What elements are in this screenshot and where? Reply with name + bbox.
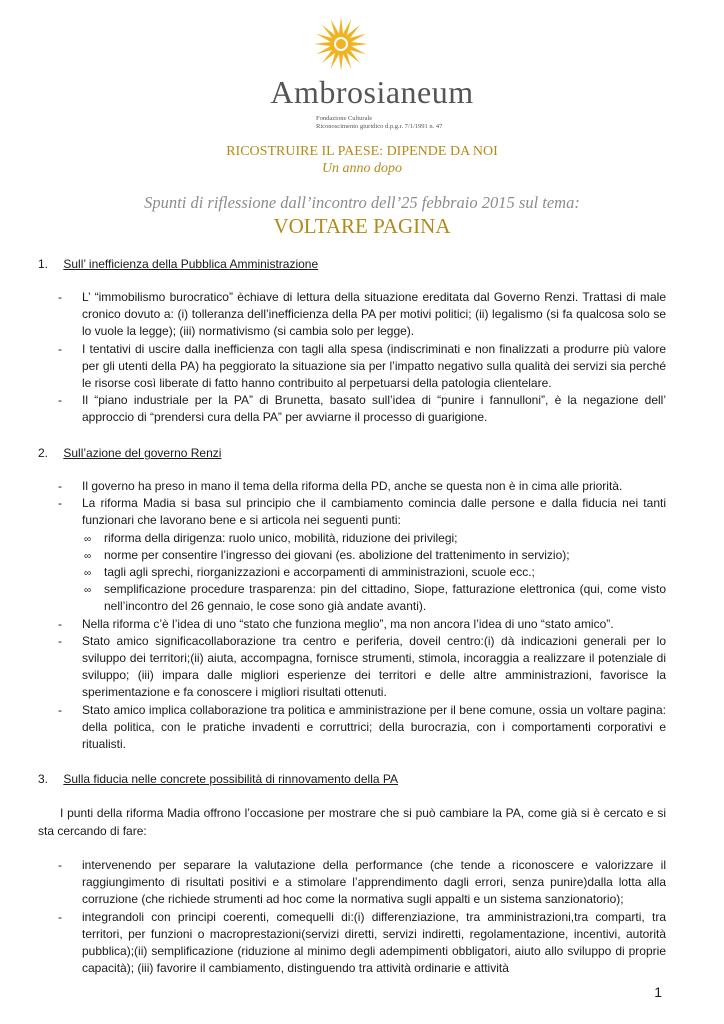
list-item: - integrandoli con principi coerenti, comequelli di:(i) differenziazione, tra amministrazioni,tra comparti, tra territori, per funzioni o macroprestazioni(servizi diretti, servizi indiretti, regolamentazione, incentivi, autorità pubblica);(ii) semplificazione (riduzione al minimo degli adempimenti obbligatori, aiuto allo sviluppo di proprie capacità); (iii) favorire il cambiamento, distinguendo tra attività ordinarie e attività [58, 909, 666, 976]
list-item: - Stato amico implica collaborazione tra politica e amministrazione per il bene comune, ossia un voltare pagina: della politica, con le pratiche invadenti e corruttrici; della burocrazia, con i comportamenti corporativi e ritualisti. [58, 702, 666, 752]
section-heading [38, 772, 398, 786]
section-number: 1. [38, 257, 49, 271]
section-number: 2. [38, 446, 49, 460]
document-subtitle: Un anno dopo [321, 161, 403, 176]
infinity-bullet-icon: ∞ [84, 533, 92, 545]
section-heading [38, 446, 221, 460]
section-heading [38, 257, 318, 271]
infinity-bullet-icon: ∞ [84, 585, 92, 597]
section-title: Sull’azione del governo Renzi [63, 446, 222, 460]
document-title: RICOSTRUIRE IL PAESE: DIPENDE DA NOI [226, 144, 498, 159]
list-item: - Stato amico significacollaborazione tra centro e periferia, doveil centro:(i) dà indicazioni generali per lo sviluppo dei territori;(ii) aiuta, accompagna, fornisce strumenti, stimola, incoraggia a realizzare il potenziale di sviluppo; (iii) impara dalle migliori esperienze dei territori e delle altre amministrazioni, favorisce la sperimentazione e fa conoscere i migliori risultati ottenuti. [58, 633, 666, 700]
logo-subtitle: Fondazione Culturale [316, 115, 373, 122]
list-item: - La riforma Madia si basa sul principio che il cambiamento comincia dalle persone e dalla fiducia nei tanti funzionari che lavorano bene e si articola nei seguenti punti: ∞ riforma della dirigenza: ruolo unico, mobilità, riduzione dei privilegi; ∞ norme per consentire l’ingresso dei giovani (es. abolizione del trattenimento in servizio); ∞ tagli agli sprechi, riorganizzazioni e accorpamenti di amministrazioni, scuole ecc.; ∞ semplificazione procedure trasparenza: pin del cittadino, Siope, fatturazione elettronica (qui, come visto nell’incontro del 26 gennaio, le cose sono già andate avanti). [58, 495, 666, 615]
logo-name: Ambrosianeum [270, 74, 474, 110]
theme-heading: VOLTARE PAGINA [273, 214, 451, 238]
section-number: 3. [38, 772, 49, 786]
document-intro: Spunti di riflessione dall’incontro dell’25 febbraio 2015 sul tema: [144, 193, 580, 212]
sub-list-item: ∞ norme per consentire l’ingresso dei giovani (es. abolizione del trattenimento in servizio); [82, 547, 666, 564]
list-item: - Il “piano industriale per la PA” di Brunetta, basato sull’idea di “punire i fannulloni”, è la negazione dell’ approccio di “prendersi cura della PA” per avviarne il processo di guarigione. [58, 393, 666, 425]
sub-list-item: ∞ riforma della dirigenza: ruolo unico, mobilità, riduzione dei privilegi; [82, 530, 666, 547]
list-item: - Il governo ha preso in mano il tema della riforma della PD, anche se questa non è in cima alle priorità. [58, 479, 623, 493]
page-number: 1 [654, 984, 662, 1000]
sun-icon [313, 16, 369, 72]
list-item: - L’ “immobilismo burocratico” èchiave di lettura della situazione ereditata dal Governo Renzi. Trattasi di male cronico dovuto a: (i) tolleranza dell’inefficienza della PA per motivi politici; (ii) legalismo (si fa qualcosa solo se lo vuole la legge); (iii) normativismo (si cambia solo per legge). [58, 290, 666, 339]
paragraph: I punti della riforma Madia offrono l’occasione per mostrare che si può cambiare la PA, come già si è cercato e si sta cercando di fare: [38, 806, 666, 838]
sub-list-item: ∞ tagli agli sprechi, riorganizzazioni e accorpamenti di amministrazioni, scuole ecc.; [82, 564, 666, 581]
bullet-list [58, 289, 666, 427]
list-item: - I tentativi di uscire dalla inefficienza con tagli alla spesa (indiscriminati e non finalizzati a produrre più valore per gli utenti della PA) ha peggiorato la situazione sia per l’impatto negativo sulla qualità dei servizi sia perché le risorse così liberate di fatto hanno contribuito al perpetuarsi della patologia clientelare. [58, 341, 666, 391]
section-title: Sulla fiducia nelle concrete possibilità di rinnovamento della PA [63, 772, 398, 786]
bullet-list [58, 857, 666, 977]
logo-legal-note: Riconoscimento giuridico d.p.g.r. 7/1/1991 n. 47 [316, 123, 443, 130]
list-item: - intervenendo per separare la valutazione della performance (che tende a riconoscere e valorizzare il raggiungimento di risultati positivi e a stimolare l’apprendimento dagli errori, senza punire)dalla lotta alla corruzione (che richiede strumenti ad hoc come la normativa sugli appalti e un sistema sanzionatorio); [58, 858, 666, 907]
foundation-logo [0, 8, 724, 133]
bullet-list [58, 478, 666, 753]
section-title: Sull’ inefficienza della Pubblica Amministrazione [63, 257, 319, 271]
list-item: - Nella riforma c’è l’idea di uno “stato che funziona meglio”, ma non ancora l’idea di uno “stato amico”. [58, 616, 614, 631]
infinity-bullet-icon: ∞ [84, 568, 92, 580]
sub-list-item: ∞ semplificazione procedure trasparenza: pin del cittadino, Siope, fatturazione elettronica (qui, come visto nell’incontro del 26 gennaio, le cose sono già andate avanti). [84, 582, 666, 614]
sub-list [82, 530, 666, 616]
infinity-bullet-icon: ∞ [84, 550, 92, 562]
